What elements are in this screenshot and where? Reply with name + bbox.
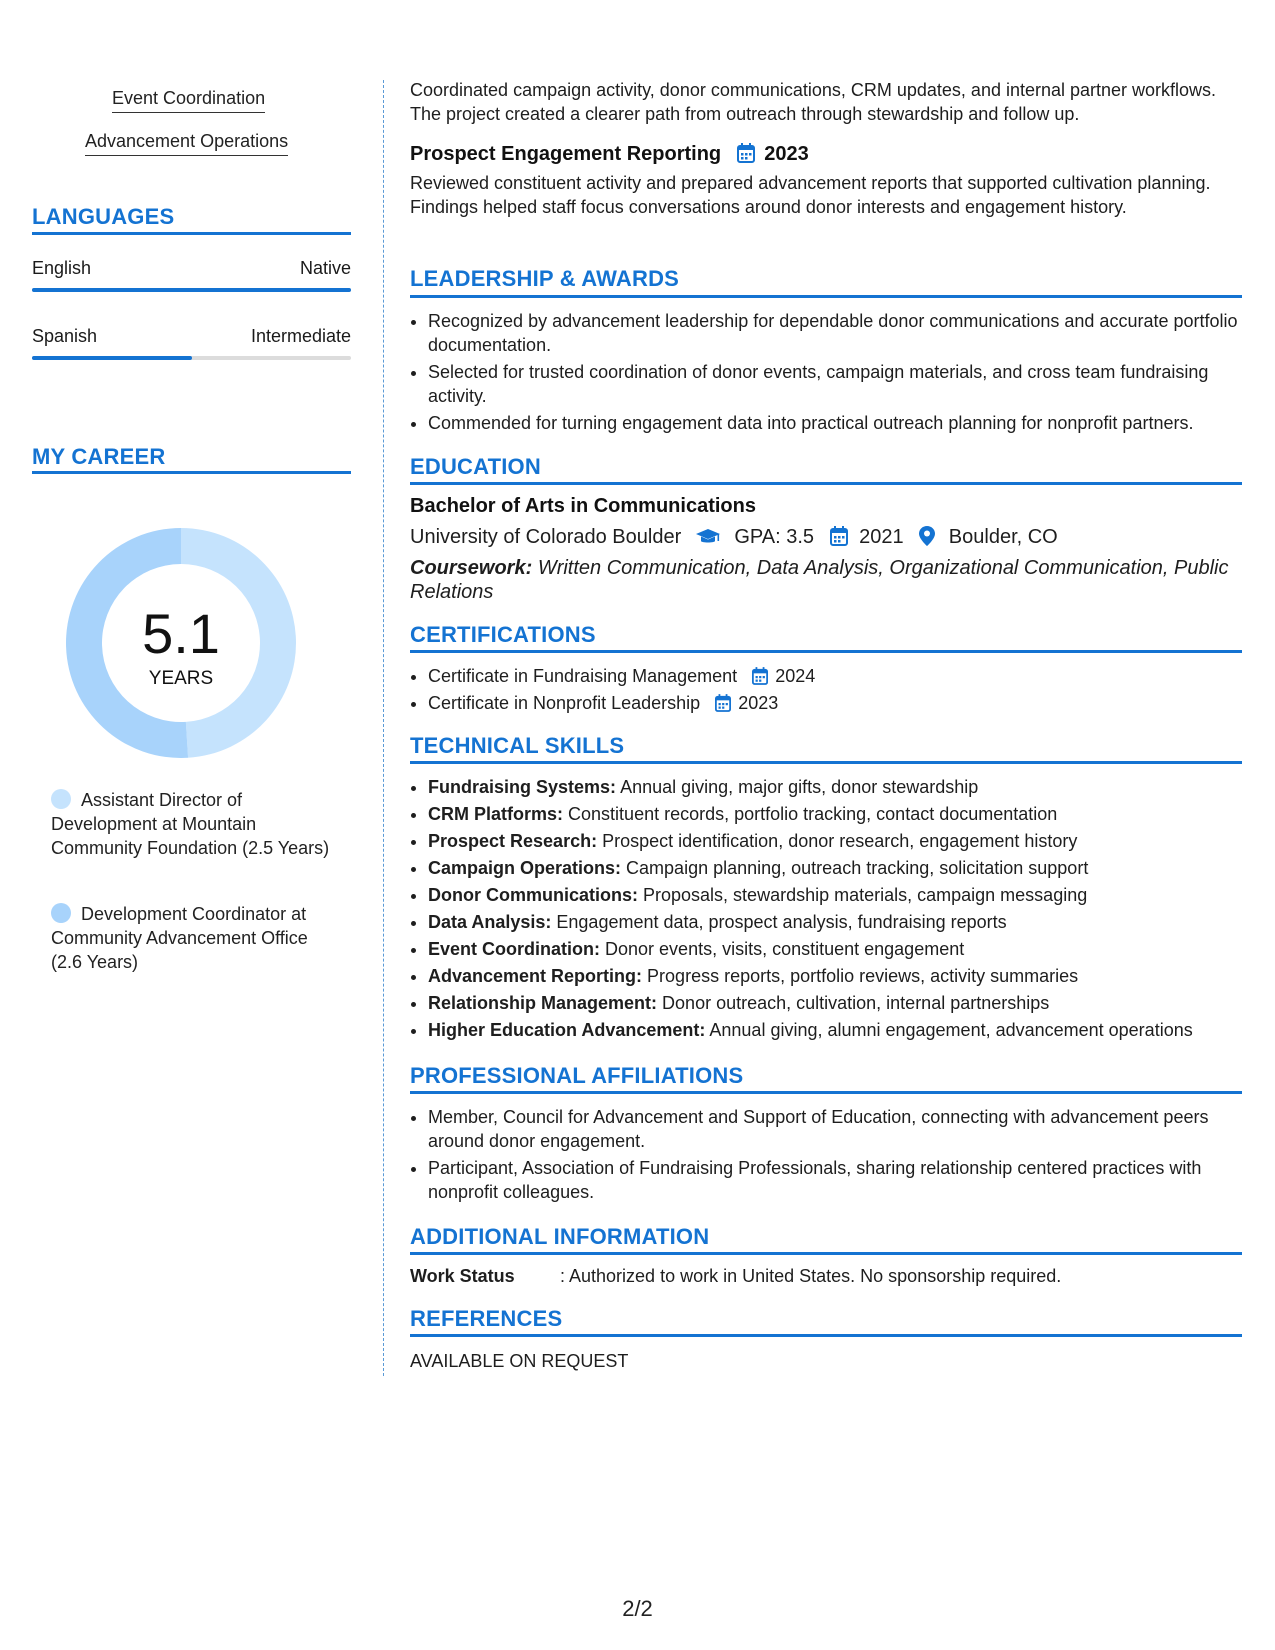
leadership-title: LEADERSHIP & AWARDS xyxy=(410,266,680,291)
language-bar-fill xyxy=(32,288,351,292)
skill-label: Prospect Research: xyxy=(428,831,598,851)
education-title: EDUCATION xyxy=(410,454,541,479)
certification-year: 2023 xyxy=(738,693,779,713)
leadership-list xyxy=(410,309,1260,438)
legend-dot-icon xyxy=(51,789,71,809)
technical-skills-rule xyxy=(410,761,1242,764)
career-total-value: 5.1 xyxy=(142,602,220,665)
leadership-rule xyxy=(410,295,1242,298)
skill-label: Campaign Operations: xyxy=(428,858,622,878)
skill-label: CRM Platforms: xyxy=(428,804,564,824)
career-title: MY CAREER xyxy=(32,444,166,469)
degree-title: Bachelor of Arts in Communications xyxy=(410,495,756,517)
list-item xyxy=(428,883,1260,907)
career-legend-item-1 xyxy=(51,788,341,860)
language-bar-spanish xyxy=(32,356,351,360)
skill-text: Engagement data, prospect analysis, fundraising reports xyxy=(556,912,1007,932)
list-item xyxy=(428,802,1260,826)
column-divider xyxy=(383,80,384,1376)
list-item xyxy=(428,937,1260,961)
list-item: • Selected for trusted coordination of donor events, campaign materials, and cross team fundraising activity. xyxy=(428,360,1260,408)
career-legend-label: Development Coordinator at Community Advancement Office (2.6 Years) xyxy=(51,904,308,972)
list-item: • Commended for turning engagement data into practical outreach planning for nonprofit partners. xyxy=(428,411,1260,435)
skill-text: Donor events, visits, constituent engagement xyxy=(605,939,965,959)
coursework xyxy=(410,556,1242,604)
skill-label: Event Coordination: xyxy=(428,939,600,959)
language-name: English xyxy=(32,258,92,278)
skill-text: Proposals, stewardship materials, campaign messaging xyxy=(643,885,1088,905)
certification-name: Certificate in Fundraising Management xyxy=(428,666,738,686)
list-item: • Participant, Association of Fundraising Professionals, sharing relationship centered practices with nonprofit colleagues. xyxy=(428,1156,1260,1204)
skill-link-event-coordination[interactable]: Event Coordination xyxy=(112,88,265,113)
work-status-label: Work Status xyxy=(410,1266,515,1286)
coursework-text: Written Communication, Data Analysis, Organizational Communication, Public Relations xyxy=(410,557,1229,603)
language-row-spanish xyxy=(32,326,351,347)
project-intro-text: Coordinated campaign activity, donor communications, CRM updates, and internal partner workflows. The project created a clearer path from outreach through stewardship and follow up. xyxy=(410,80,1217,124)
skill-label: Donor Communications: xyxy=(428,885,638,905)
list-item: • Recognized by advancement leadership for dependable donor communications and accurate portfolio documentation. xyxy=(428,309,1260,357)
skill-text: Progress reports, portfolio reviews, activity summaries xyxy=(647,966,1079,986)
coursework-label: Coursework: xyxy=(410,557,533,579)
references-title: REFERENCES xyxy=(410,1306,563,1331)
affiliations-rule xyxy=(410,1091,1242,1094)
language-row-english xyxy=(32,258,351,279)
project-description: Reviewed constituent activity and prepared advancement reports that supported cultivation planning. Findings helped staff focus conversations around donor interests and engagement history. xyxy=(410,173,1211,217)
certification-year: 2024 xyxy=(775,666,816,686)
calendar-icon xyxy=(830,526,848,546)
skill-text: Annual giving, major gifts, donor stewardship xyxy=(620,777,979,797)
skill-label: Fundraising Systems: xyxy=(428,777,617,797)
list-item xyxy=(428,691,1260,715)
work-status-row xyxy=(410,1264,1242,1288)
technical-skills-list xyxy=(410,775,1260,1045)
career-legend-item-2 xyxy=(51,902,341,974)
education-gpa: GPA: 3.5 xyxy=(734,526,815,548)
language-name: Spanish xyxy=(32,326,98,346)
skill-text: Donor outreach, cultivation, internal partnerships xyxy=(662,993,1050,1013)
work-status-value: : Authorized to work in United States. No sponsorship required. xyxy=(560,1266,1062,1286)
languages-rule xyxy=(32,232,351,235)
education-rule xyxy=(410,482,1242,485)
additional-info-title: ADDITIONAL INFORMATION xyxy=(410,1224,710,1249)
list-item xyxy=(428,856,1260,880)
career-total-unit: YEARS xyxy=(148,668,214,689)
technical-skills-title: TECHNICAL SKILLS xyxy=(410,733,625,758)
location-pin-icon xyxy=(919,526,935,546)
certifications-rule xyxy=(410,650,1242,653)
skill-label: Data Analysis: xyxy=(428,912,552,932)
additional-info-rule xyxy=(410,1252,1242,1255)
education-location: Boulder, CO xyxy=(948,526,1058,548)
project-year: 2023 xyxy=(764,143,809,165)
graduation-cap-icon xyxy=(695,528,721,546)
list-item xyxy=(428,829,1260,853)
career-legend-label: Assistant Director of Development at Mountain Community Foundation (2.5 Years) xyxy=(51,790,330,858)
language-bar-english xyxy=(32,288,351,292)
project-title: Prospect Engagement Reporting xyxy=(410,143,722,165)
list-item xyxy=(428,910,1260,934)
list-item xyxy=(428,775,1260,799)
skill-label: Higher Education Advancement: xyxy=(428,1020,706,1040)
career-rule xyxy=(32,471,351,474)
education-year: 2021 xyxy=(859,526,904,548)
language-level: Intermediate xyxy=(250,326,351,346)
skill-text: Constituent records, portfolio tracking, contact documentation xyxy=(568,804,1058,824)
list-item xyxy=(428,991,1260,1015)
skill-text: Prospect identification, donor research, engagement history xyxy=(602,831,1078,851)
project-heading xyxy=(410,143,809,166)
list-item xyxy=(428,664,1260,688)
skill-text: Annual giving, alumni engagement, advancement operations xyxy=(709,1020,1193,1040)
calendar-icon xyxy=(752,667,768,685)
school-name: University of Colorado Boulder xyxy=(410,526,682,548)
skill-label: Relationship Management: xyxy=(428,993,658,1013)
language-level: Native xyxy=(299,258,351,278)
education-details xyxy=(410,526,1058,549)
page-number: 2/2 xyxy=(622,1596,653,1621)
list-item xyxy=(428,1018,1260,1042)
career-donut-chart xyxy=(66,528,296,758)
list-item: • Member, Council for Advancement and Support of Education, connecting with advancement peers around donor engagement. xyxy=(428,1105,1260,1153)
language-bar-fill xyxy=(32,356,192,360)
certifications-title: CERTIFICATIONS xyxy=(410,622,596,647)
certifications-list xyxy=(410,664,1260,718)
references-text: AVAILABLE ON REQUEST xyxy=(410,1351,629,1371)
skill-link-advancement-operations[interactable]: Advancement Operations xyxy=(85,131,288,156)
calendar-icon xyxy=(715,694,731,712)
affiliations-list xyxy=(410,1105,1260,1207)
references-rule xyxy=(410,1334,1242,1337)
skill-text: Campaign planning, outreach tracking, solicitation support xyxy=(626,858,1089,878)
certification-name: Certificate in Nonprofit Leadership xyxy=(428,693,701,713)
languages-title: LANGUAGES xyxy=(32,204,175,229)
affiliations-title: PROFESSIONAL AFFILIATIONS xyxy=(410,1063,744,1088)
legend-dot-icon xyxy=(51,903,71,923)
list-item xyxy=(428,964,1260,988)
calendar-icon xyxy=(737,143,755,163)
skill-label: Advancement Reporting: xyxy=(428,966,643,986)
